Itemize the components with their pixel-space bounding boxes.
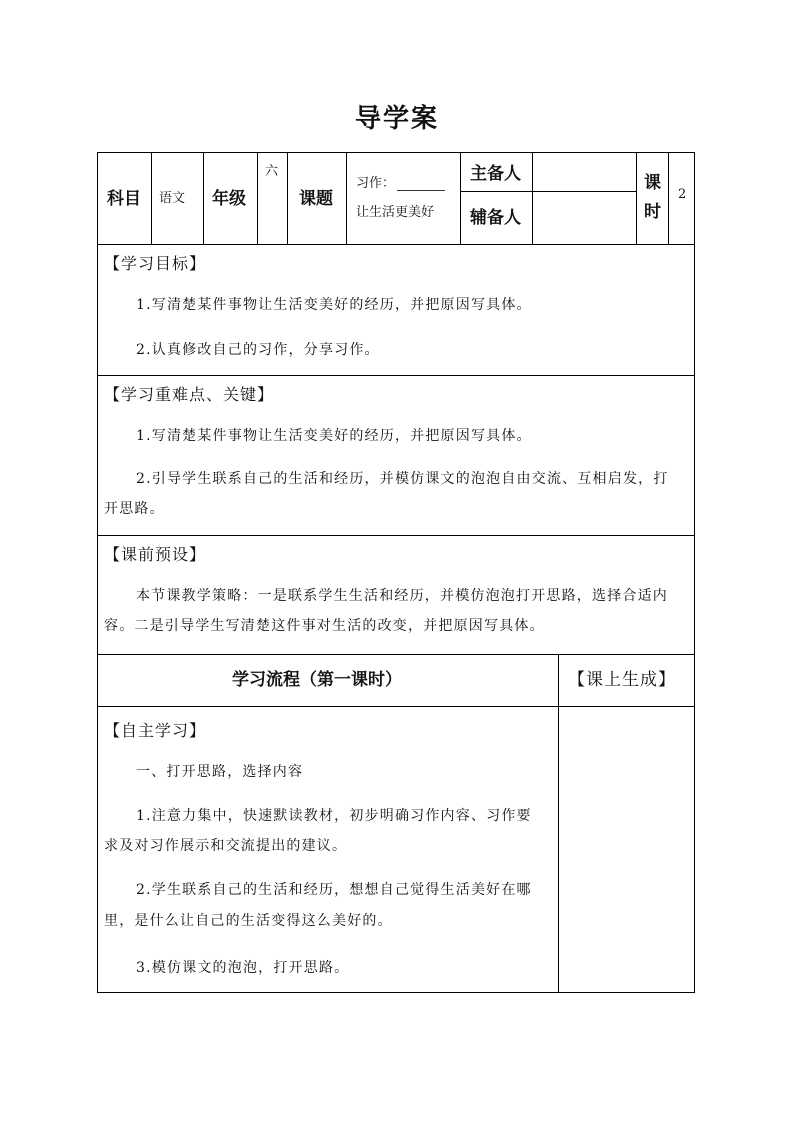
page-title: 导学案 xyxy=(354,104,439,134)
period-value: 2 xyxy=(678,187,687,202)
grid-line xyxy=(97,654,695,655)
grid-line xyxy=(97,375,695,376)
key-point-item-cont: 开思路。 xyxy=(104,501,165,517)
preview-heading: 【课前预设】 xyxy=(104,545,207,564)
grid-line xyxy=(97,244,695,245)
period-label-top: 课 xyxy=(644,173,661,193)
study-item-cont: 里，是什么让自己的生活变得这么美好的。 xyxy=(104,913,393,929)
key-points-heading: 【学习重难点、关键】 xyxy=(104,385,275,404)
subject-value: 语文 xyxy=(159,191,186,206)
study-item: 2.学生联系自己的生活和经历，想想自己觉得生活美好在哪 xyxy=(136,882,532,898)
grid-line xyxy=(203,152,204,244)
objective-item: 1.写清楚某件事物让生活变美好的经历，并把原因写具体。 xyxy=(136,297,532,313)
objectives-heading: 【学习目标】 xyxy=(104,254,207,273)
topic-label: 课题 xyxy=(299,189,333,209)
self-study-heading: 【自主学习】 xyxy=(104,721,207,740)
grid-line xyxy=(460,152,461,244)
lesson-plan-table xyxy=(97,152,695,993)
grid-line xyxy=(97,535,695,536)
grid-line xyxy=(151,152,152,244)
grid-line xyxy=(668,152,669,244)
grid-line xyxy=(636,152,637,244)
grade-value: 六 xyxy=(265,164,279,179)
subject-label: 科目 xyxy=(107,189,141,209)
topic-line-1: 习作： xyxy=(356,176,396,191)
study-item: 1.注意力集中，快速默读教材，初步明确习作内容、习作要 xyxy=(136,808,532,824)
preview-text: 本节课教学策略：一是联系学生生活和经历，并模仿泡泡打开思路，选择合适内 xyxy=(136,588,668,604)
study-item: 3.模仿课文的泡泡，打开思路。 xyxy=(136,960,350,976)
grid-line xyxy=(346,152,347,244)
grade-label: 年级 xyxy=(212,189,246,209)
preview-text-cont: 容。二是引导学生写清楚这件事对生活的改变，并把原因写具体。 xyxy=(104,618,545,634)
step-heading: 一、打开思路，选择内容 xyxy=(136,764,304,780)
flow-heading: 学习流程（第一课时） xyxy=(232,670,402,690)
grid-line xyxy=(97,706,695,707)
grid-line xyxy=(257,152,258,244)
main-preparer-label: 主备人 xyxy=(470,164,521,184)
grid-line xyxy=(287,152,288,244)
grid-line xyxy=(558,654,559,993)
key-point-item: 1.写清楚某件事物让生活变美好的经历，并把原因写具体。 xyxy=(136,428,532,444)
key-point-item: 2.引导学生联系自己的生活和经历，并模仿课文的泡泡自由交流、互相启发，打 xyxy=(136,471,669,487)
topic-line-2: 让生活更美好 xyxy=(356,205,435,220)
topic-value xyxy=(356,172,445,191)
grid-line xyxy=(460,191,636,192)
in-class-heading: 【课上生成】 xyxy=(568,670,676,690)
study-item-cont: 求及对习作展示和交流提出的建议。 xyxy=(104,838,348,854)
grid-line xyxy=(532,152,533,244)
topic-blank xyxy=(397,178,445,191)
assistant-preparer-label: 辅备人 xyxy=(470,208,521,228)
period-label-bottom: 时 xyxy=(644,202,661,222)
objective-item: 2.认真修改自己的习作，分享习作。 xyxy=(136,342,380,358)
